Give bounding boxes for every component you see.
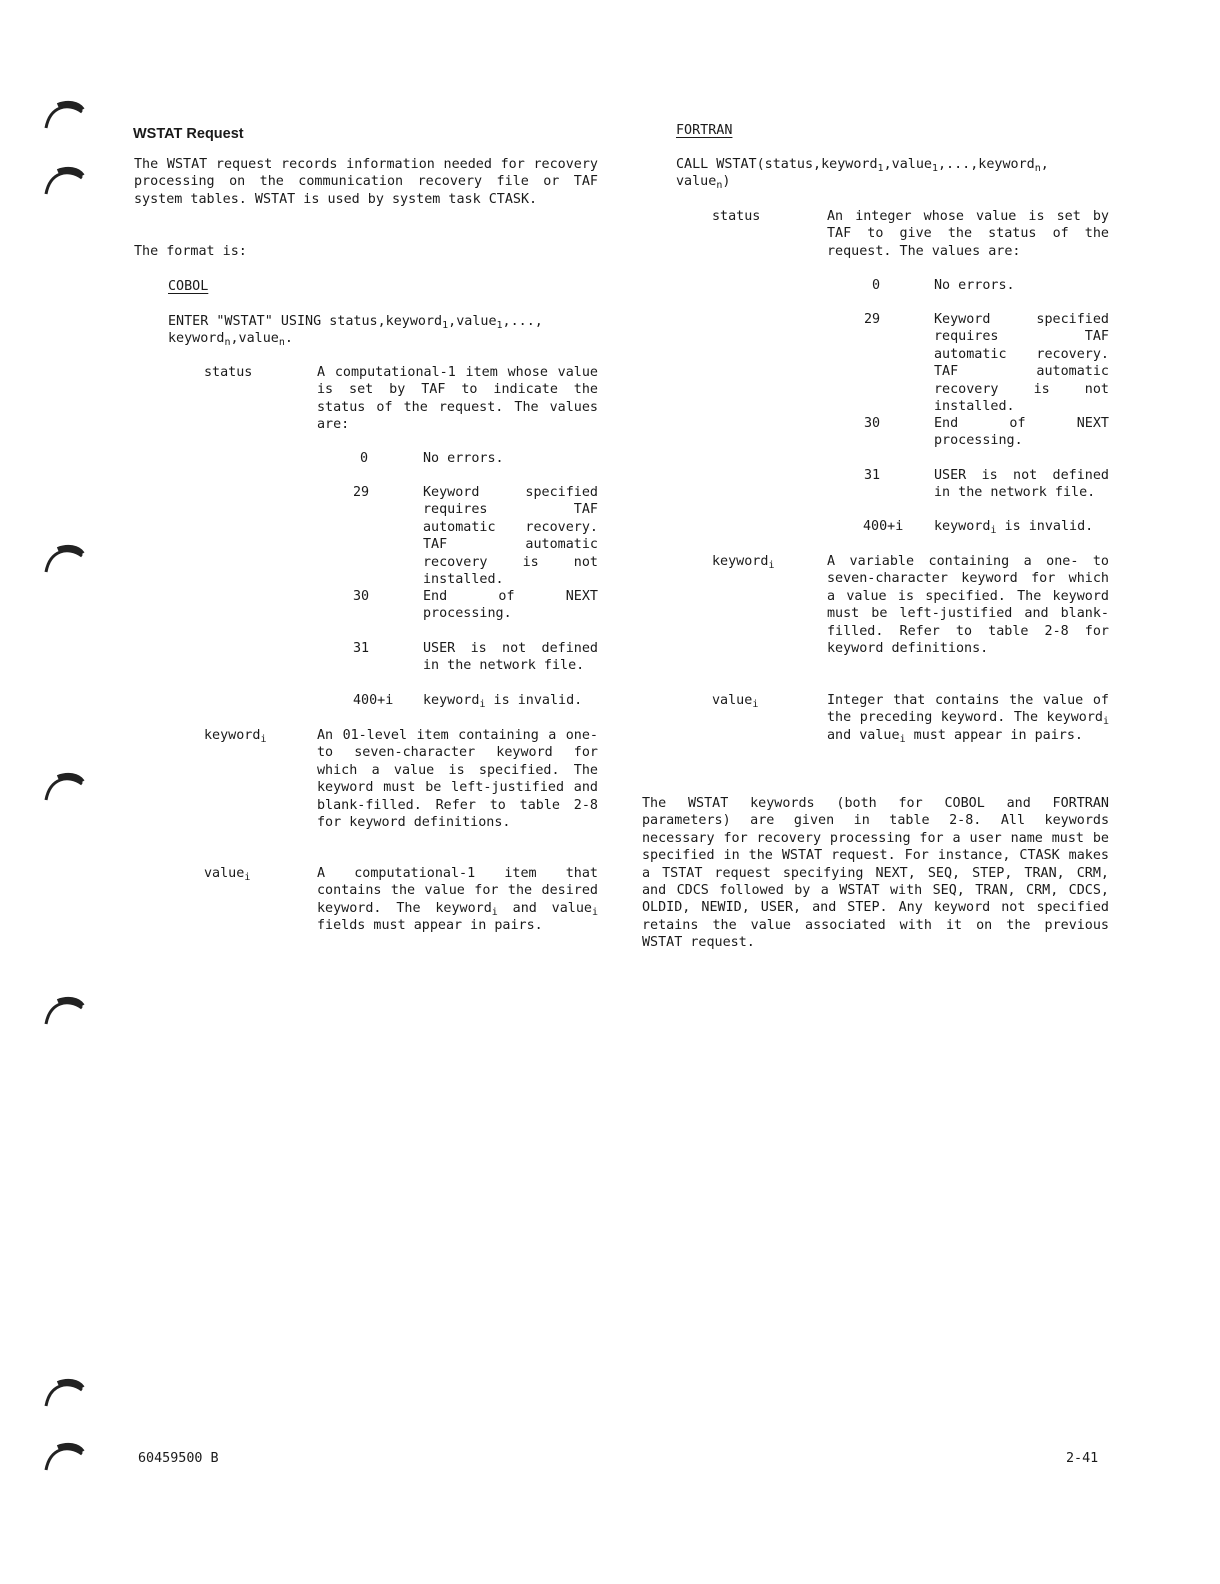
binder-hole-icon (38, 98, 90, 150)
cobol-label: COBOL (168, 279, 209, 294)
section-heading: WSTAT Request (133, 126, 244, 142)
status-code: 30 (864, 416, 881, 431)
closing-paragraph: The WSTAT keywords (both for COBOL and FORTRAN parameters) are given in table 2-8. All keywords necessary for recovery processing for a user name must be specified in the WSTAT request. For instance, CTASK makes a TSTAT request specifying NEXT, SEQ, STEP, TRAN, CRM, and CDCS followed by a WSTAT with SEQ, TRAN, CRM, CDCS, OLDID, NEWID, USER, and STEP. Any keyword not specified retains the value associated with it on the previous WSTAT request. (642, 796, 1109, 951)
status-term: status (204, 365, 253, 380)
binder-hole-icon (38, 164, 90, 216)
status-term: status (712, 209, 761, 224)
page-number: 2-41 (1066, 1451, 1099, 1466)
status-code-text: keyword$_i$ is invalid. (934, 519, 1094, 536)
binder-hole-icon (38, 542, 90, 594)
status-code: 400+i (353, 693, 394, 708)
status-code: 0 (360, 451, 369, 466)
status-code: 29 (864, 312, 881, 327)
status-code-text: USER is not defined in the network file. (423, 641, 598, 674)
value-description: A computational-1 item that contains the value for the desired keyword. The keyword$_i$ and value$_i$ fields must appear in pairs. (317, 866, 598, 934)
status-description: An integer whose value is set by TAF to give the status of the request. The values are: (827, 209, 1109, 259)
fortran-label: FORTRAN (676, 123, 733, 138)
value-description: Integer that contains the value of the preceding keyword. The keyword$_i$ and value$_i$ must appear in pairs. (827, 693, 1109, 745)
binder-hole-icon (38, 1440, 90, 1492)
value-term: value$_i$ (204, 866, 251, 883)
keyword-term: keyword$_i$ (712, 554, 775, 571)
cobol-syntax-line-1: ENTER "WSTAT" USING status,keyword$_1$,value$_1$,..., (168, 314, 543, 331)
status-code-text: End of NEXT processing. (934, 416, 1109, 449)
keyword-term: keyword$_i$ (204, 728, 267, 745)
status-description: A computational-1 item whose value is set by TAF to indicate the status of the request. The values are: (317, 365, 598, 433)
fortran-syntax-line-1: CALL WSTAT(status,keyword$_1$,value$_1$,...,keyword$_n$, (676, 157, 1049, 174)
status-code-text: No errors. (934, 278, 1015, 293)
status-code-text: USER is not defined in the network file. (934, 468, 1109, 501)
binder-hole-icon (38, 1376, 90, 1428)
status-code-text: End of NEXT processing. (423, 589, 598, 622)
status-code: 31 (864, 468, 881, 483)
intro-paragraph: The WSTAT request records information needed for recovery processing on the communication recovery file or TAF system tables. WSTAT is used by system task CTASK. (134, 157, 598, 207)
status-code: 29 (353, 485, 370, 500)
status-code-text: No errors. (423, 451, 504, 466)
status-code-text: Keyword specified requires TAF automatic recovery. TAF automatic recovery is not installed. (423, 485, 598, 588)
document-number: 60459500 B (138, 1451, 219, 1466)
format-label: The format is: (134, 244, 247, 259)
cobol-syntax-line-2: keyword$_n$,value$_n$. (168, 331, 293, 348)
status-code: 31 (353, 641, 370, 656)
status-code: 400+i (863, 519, 904, 534)
status-code: 0 (872, 278, 881, 293)
status-code-text: keyword$_i$ is invalid. (423, 693, 583, 710)
fortran-syntax-line-2: value$_n$) (676, 174, 731, 191)
binder-hole-icon (38, 994, 90, 1046)
keyword-description: An 01-level item containing a one- to seven-character keyword for which a value is specified. The keyword must be left-justified and blank-filled. Refer to table 2-8 for keyword definitions. (317, 728, 598, 831)
keyword-description: A variable containing a one- to seven-character keyword for which a value is specified. The keyword must be left-justified and blank-filled. Refer to table 2-8 for keyword definitions. (827, 554, 1109, 657)
status-code-text: Keyword specified requires TAF automatic recovery. TAF automatic recovery is not installed. (934, 312, 1109, 415)
status-code: 30 (353, 589, 370, 604)
value-term: value$_i$ (712, 693, 759, 710)
binder-hole-icon (38, 770, 90, 822)
